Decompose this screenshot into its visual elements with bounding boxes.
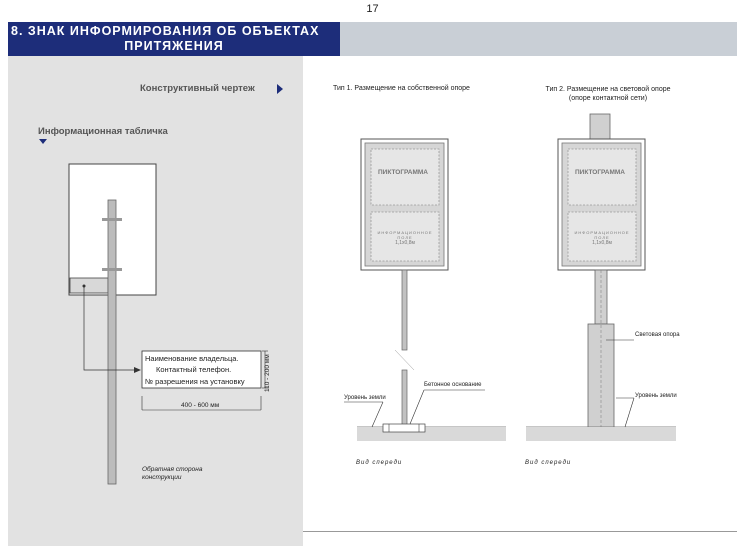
type1-ground-label: Уровень земли — [344, 395, 386, 401]
width-dimension: 400 - 600 мм — [181, 402, 220, 409]
type1-pole-lower — [402, 370, 407, 428]
back-side-line-2: конструкции — [142, 474, 182, 481]
leader-arrow-icon — [134, 367, 141, 373]
type2-front-view: Вид спереди — [525, 460, 572, 466]
back-plate — [70, 278, 108, 293]
plate-line-3: № разрешения на установку — [145, 377, 245, 386]
construction-drawing-label: Конструктивный чертеж — [140, 83, 255, 94]
bracket-bottom — [102, 268, 122, 271]
type2-info-label: ИНФОРМАЦИОННОЕ ПОЛЕ — [574, 230, 630, 240]
type2-light-pole-label: Световая опора — [635, 332, 680, 338]
page-number: 17 — [366, 3, 379, 15]
type1-pictogram-area — [371, 149, 439, 205]
type1-info-label: ИНФОРМАЦИОННОЕ ПОЛЕ — [377, 230, 433, 240]
title-line-2: ПРИТЯЖЕНИЯ — [124, 39, 224, 53]
arrow-down-icon — [39, 139, 47, 144]
bottom-rule — [303, 531, 737, 532]
type1-pictogram-label: ПИКТОГРАММА — [378, 169, 429, 176]
type1-concrete-label: Бетонное основание — [424, 382, 482, 388]
type2-size: 1,1х0,8м — [592, 240, 612, 246]
bracket-top — [102, 218, 122, 221]
type2-pole-top — [590, 114, 610, 140]
type2-ground — [526, 427, 676, 441]
back-pole — [108, 200, 116, 484]
height-dimension: 110 - 200 мм — [264, 354, 271, 392]
type2-pictogram-label: ПИКТОГРАММА — [575, 169, 626, 176]
type2-ground-label: Уровень земли — [635, 393, 677, 399]
back-side-line-1: Обратная сторона — [142, 466, 203, 473]
plate-line-1: Наименование владельца. — [145, 354, 239, 363]
type2-title-line-1: Тип 2. Размещение на световой опоре — [545, 86, 671, 93]
info-plate-label: Информационная табличка — [38, 126, 168, 137]
type1-front-view: Вид спереди — [356, 460, 403, 466]
type1-pole-upper — [402, 270, 407, 350]
title-line-1: 8. ЗНАК ИНФОРМИРОВАНИЯ ОБ ОБЪЕКТАХ — [11, 24, 320, 38]
type1-ground — [357, 427, 506, 441]
type2-pictogram-area — [568, 149, 636, 205]
arrow-right-icon — [277, 84, 283, 94]
plate-line-2: Контактный телефон. — [156, 365, 232, 374]
type1-title: Тип 1. Размещение на собственной опоре — [333, 85, 470, 92]
type1-size: 1,1х0,8м — [395, 240, 415, 246]
type2-title-line-2: (опоре контактной сети) — [568, 95, 648, 102]
